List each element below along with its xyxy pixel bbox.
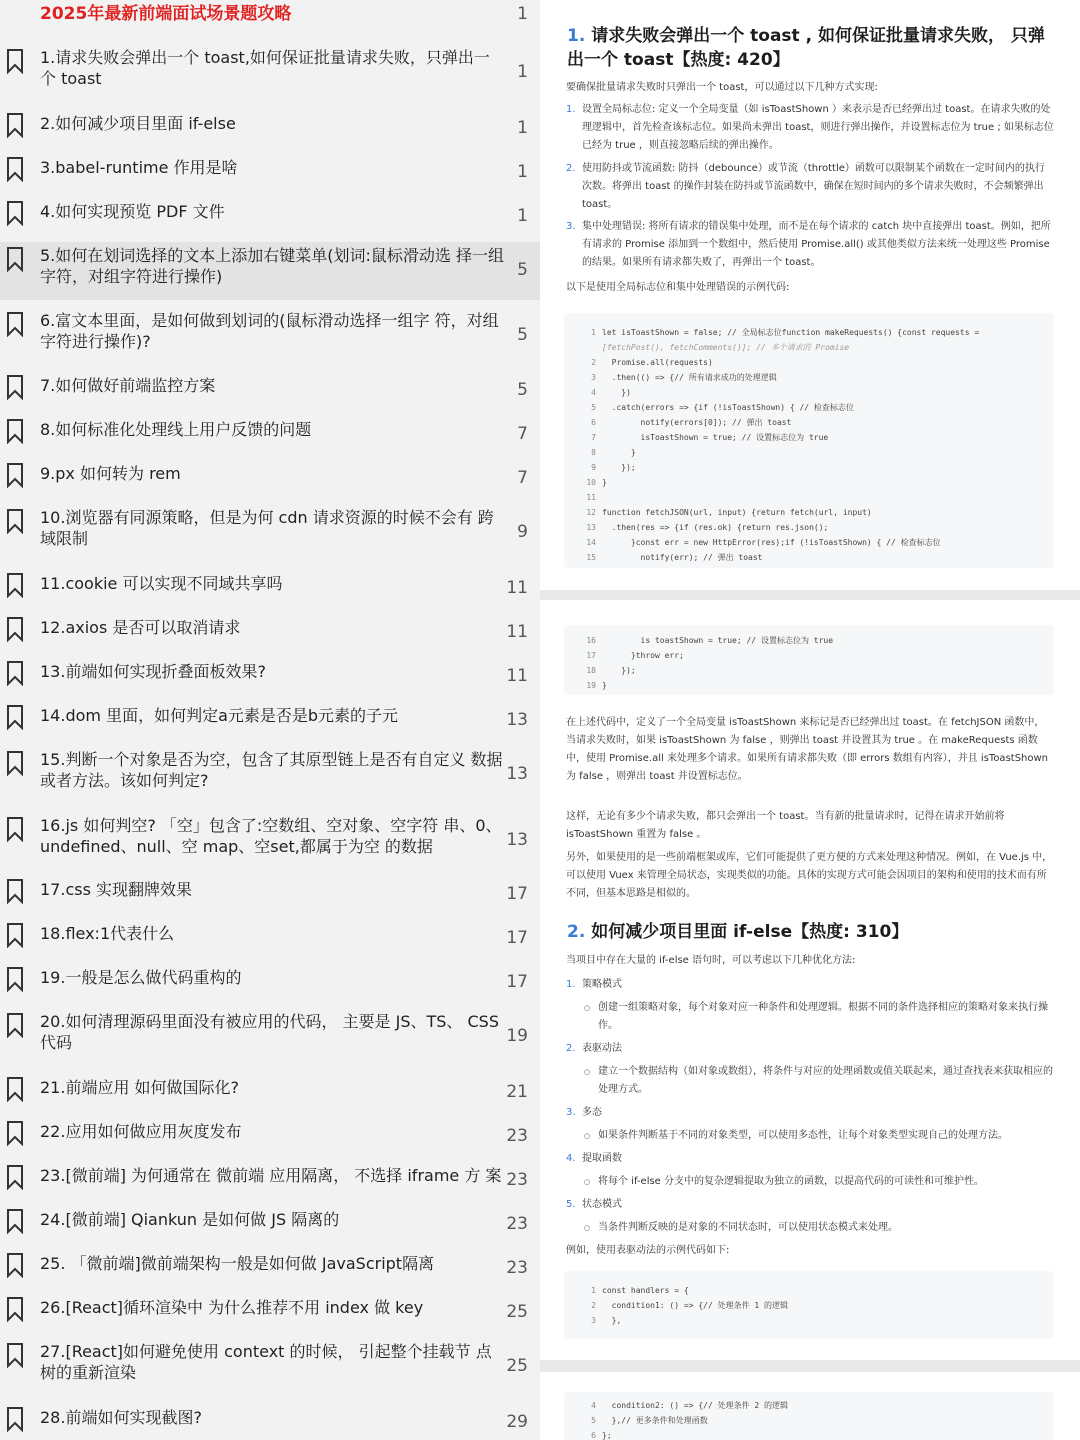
- q1-list-item: [566, 160, 1054, 214]
- code-line: [564, 1298, 1054, 1313]
- line-number: 2: [591, 1301, 596, 1310]
- code-text: }: [602, 478, 607, 487]
- code-line: [564, 1283, 1054, 1298]
- toc-item-page: 17: [506, 884, 528, 904]
- toc-item-label: 15.判断一个对象是否为空，包含了其原型链上是否有自定义 数据或者方法。该如何判定?: [40, 750, 503, 790]
- code-text: let isToastShown = false; // 全局标志位function makeRequests() {const requests =: [602, 328, 980, 337]
- toc-item[interactable]: [0, 1206, 540, 1250]
- toc-item-label: 14.dom 里面，如何判定a元素是否是b元素的子元: [40, 706, 399, 725]
- q2-list-item: [566, 1196, 1054, 1214]
- line-number: 4: [591, 1401, 596, 1410]
- code-line: [564, 1313, 1054, 1328]
- code-line: [564, 475, 1054, 490]
- line-number: 1: [591, 1286, 596, 1295]
- bookmark-icon: [9, 1254, 25, 1274]
- q1-list-item: [566, 101, 1054, 155]
- line-number: 4: [591, 388, 596, 397]
- code-text: is toastShown = true; // 设置标志位为 true: [602, 636, 834, 645]
- list-title: 提取函数: [582, 1153, 622, 1164]
- code-text: condition2: () => {// 处理条件 2 的逻辑: [602, 1401, 789, 1410]
- q2-sub-item: ○ 当条件判断反映的是对象的不同状态时，可以使用状态模式来处理。: [584, 1219, 1054, 1237]
- code-text: const handlers = {: [602, 1286, 689, 1295]
- list-text: 集中处理错误: 将所有请求的错误集中处理，而不是在每个请求的 catch 块中直接弹出 toast。例如，把所有请求的 Promise 添加到一个数组中，然后使用 Promise.all() 或其他类似方法来统一处理这些 Promise 的结果。如果所有请求都失败了，再弹出一个 toast。: [582, 221, 1051, 268]
- toc-item[interactable]: [0, 307, 540, 365]
- line-number: 12: [586, 508, 596, 517]
- code-text: .then(() => {// 所有请求成功的处理逻辑: [602, 373, 777, 382]
- bookmark-icon: [9, 50, 25, 70]
- code-line: [564, 663, 1054, 678]
- toc-item-label: 4.如何实现预览 PDF 文件: [40, 202, 225, 221]
- toc-item[interactable]: [0, 504, 540, 562]
- toc-item-label: 2.如何减少项目里面 if-else: [40, 114, 236, 133]
- code-block-4: [564, 1392, 1054, 1440]
- toc-item-page: 29: [506, 1412, 528, 1432]
- q2-list-item: [566, 1104, 1054, 1122]
- list-title: 表驱动法: [582, 1043, 622, 1054]
- q2-list-item: [566, 976, 1054, 994]
- bookmark-icon: [9, 114, 25, 134]
- bookmark-icon: [9, 1078, 25, 1098]
- toc-item-page: 23: [506, 1126, 528, 1146]
- q1-list-item: [566, 218, 1054, 272]
- bookmark-icon: [9, 706, 25, 726]
- q2-list-item: [566, 1150, 1054, 1168]
- code-text: condition1: () => {// 处理条件 1 的逻辑: [602, 1301, 789, 1310]
- toc-item-label: 22.应用如何做应用灰度发布: [40, 1122, 242, 1141]
- toc-item-label: 20.如何清理源码里面没有被应用的代码， 主要是 JS、TS、 CSS 代码: [40, 1012, 499, 1052]
- toc-item[interactable]: [0, 746, 540, 804]
- explain-paragraph-1: 在上述代码中，定义了一个全局变量 isToastShown 来标记是否已经弹出过 toast。在 fetchJSON 函数中，当请求失败时，如果 isToastShown 为 false ，则弹出 toast 并设置其为 true 。在 makeRequests 函数中，使用 Promise.all 来处理多个请求。如果所有请求都失败（即 errors 数组有内容），并且 isToastShown 为 false ，则弹出 toast 并设置标志位。: [566, 717, 1049, 782]
- explain-paragraph-2: 这样，无论有多少个请求失败，都只会弹出一个 toast。当有新的批量请求时，记得在请求开始前将 isToastShown 重置为 false 。: [566, 811, 1005, 840]
- list-number: 4.: [566, 1153, 576, 1164]
- toc-item-label: 3.babel-runtime 作用是啥: [40, 158, 238, 177]
- list-number: 1.: [566, 979, 576, 990]
- toc-item-page: 23: [506, 1170, 528, 1190]
- bookmark-icon: [9, 1166, 25, 1186]
- toc-item-label: 11.cookie 可以实现不同域共享吗: [40, 574, 283, 593]
- bookmark-icon: [9, 968, 25, 988]
- doc-page-2: [540, 600, 1080, 1360]
- line-number: 18: [586, 666, 596, 675]
- toc-item[interactable]: [0, 44, 540, 100]
- q2-title: 如何减少项目里面 if-else【热度: 310】: [591, 922, 909, 942]
- toc-item-page: 5: [517, 325, 528, 345]
- toc-item-page: 11: [506, 622, 528, 642]
- code-text: Promise.all(requests): [602, 358, 713, 367]
- toc-item[interactable]: [0, 614, 540, 658]
- toc-item-page: 25: [506, 1302, 528, 1322]
- bookmark-icon: [9, 376, 25, 396]
- code-text: },// 更多条件和处理函数: [602, 1416, 708, 1425]
- code-line: [564, 400, 1054, 415]
- toc-item-label: 1.请求失败会弹出一个 toast,如何保证批量请求失败，只弹出一个 toast: [40, 48, 490, 88]
- q1-number: 1.: [567, 26, 586, 46]
- code-text: [fetchPost(), fetchComments()]; // 多个请求的 Promise: [602, 343, 850, 352]
- list-number: 5.: [566, 1199, 576, 1210]
- q2-sub-item: ○ 如果条件判断基于不同的对象类型，可以使用多态性，让每个对象类型实现自己的处理方法。: [584, 1127, 1054, 1145]
- code-text: }: [602, 681, 607, 690]
- toc-item[interactable]: [0, 1118, 540, 1162]
- code-line: [564, 550, 1054, 565]
- toc-item[interactable]: [0, 1162, 540, 1206]
- q1-heading: [567, 24, 1057, 72]
- line-number: 6: [591, 418, 596, 427]
- toc-item-label: 27.[React]如何避免使用 context 的时候， 引起整个挂载节 点树的重新渲染: [40, 1342, 492, 1382]
- toc-item-page: 23: [506, 1258, 528, 1278]
- toc-item-page: 5: [517, 260, 528, 280]
- bookmark-icon: [9, 510, 25, 530]
- code-line: [564, 370, 1054, 385]
- list-number: 2.: [566, 1043, 576, 1054]
- toc-item-page: 11: [506, 666, 528, 686]
- doc-page-1: [540, 0, 1080, 590]
- toc-item-label: 10.浏览器有同源策略，但是为何 cdn 请求资源的时候不会有 跨域限制: [40, 508, 494, 548]
- code-block-3: [564, 1271, 1054, 1339]
- q2-sub-item: ○ 建立一个数据结构（如对象或数组），将条件与对应的处理函数或值关联起来，通过查找表来获取相应的处理方式。: [584, 1063, 1054, 1099]
- code-line: [564, 1428, 1054, 1440]
- code-line: [564, 678, 1054, 693]
- document-panel: [540, 0, 1080, 1440]
- doc-page-3: [540, 1372, 1080, 1440]
- toc-item-page: 11: [506, 578, 528, 598]
- line-number: 13: [586, 523, 596, 532]
- line-number: 16: [586, 636, 596, 645]
- toc-title: 2025年最新前端面试场景题攻略: [40, 4, 292, 24]
- toc-item-label: 5.如何在划词选择的文本上添加右键菜单(划词:鼠标滑动选 择一组字符，对组字符进行操作): [40, 246, 504, 286]
- toc-item[interactable]: [0, 964, 540, 1008]
- code-line: [564, 445, 1054, 460]
- code-line: [564, 355, 1054, 370]
- toc-title-page: 1: [517, 4, 528, 24]
- toc-item-page: 5: [517, 380, 528, 400]
- explain-paragraph-3: 另外，如果使用的是一些前端框架或库，它们可能提供了更方便的方式来处理这种情况。例如，在 Vue.js 中，可以使用 Vuex 来管理全局状态，实现类似的功能。具体的实现方式可能会因项目的架构和使用的技术而有所不同，但基本思路是相似的。: [566, 852, 1053, 899]
- code-line: [564, 648, 1054, 663]
- q2-sub-item: ○ 将每个 if-else 分支中的复杂逻辑提取为独立的函数，以提高代码的可读性和可维护性。: [584, 1173, 1054, 1191]
- toc-item-page: 7: [517, 468, 528, 488]
- toc-item-page: 1: [517, 62, 528, 82]
- code-line: [564, 633, 1054, 648]
- toc-item[interactable]: [0, 920, 540, 964]
- code-line: [564, 415, 1054, 430]
- bookmark-icon: [9, 752, 25, 772]
- toc-item[interactable]: [0, 416, 540, 460]
- code-line: [564, 1398, 1054, 1413]
- code-text: notify(err); // 弹出 toast: [602, 553, 763, 562]
- toc-item[interactable]: [0, 372, 540, 416]
- toc-item[interactable]: [0, 1008, 540, 1066]
- toc-item[interactable]: [0, 1338, 540, 1396]
- q2-list-item: [566, 1040, 1054, 1058]
- toc-item-label: 8.如何标准化处理线上用户反馈的问题: [40, 420, 312, 439]
- q1-intro: 要确保批量请求失败时只弹出一个 toast，可以通过以下几种方式实现:: [566, 82, 878, 93]
- toc-item[interactable]: [0, 658, 540, 702]
- code-text: };: [602, 1431, 612, 1440]
- line-number: 9: [591, 463, 596, 472]
- toc-item-page: 23: [506, 1214, 528, 1234]
- line-number: 5: [591, 1416, 596, 1425]
- toc-item[interactable]: [0, 1250, 540, 1294]
- toc-item[interactable]: [0, 1294, 540, 1338]
- line-number: 1: [591, 328, 596, 337]
- toc-item-label: 23.[微前端] 为何通常在 微前端 应用隔离， 不选择 iframe 方 案: [40, 1166, 502, 1185]
- list-title: 状态模式: [582, 1199, 622, 1210]
- q2-heading: [567, 920, 1057, 944]
- toc-item-page: 17: [506, 928, 528, 948]
- bookmark-icon: [9, 880, 25, 900]
- bookmark-icon: [9, 1344, 25, 1364]
- bookmark-icon: [9, 1122, 25, 1142]
- code-text: .then(res => {if (res.ok) {return res.json();: [602, 523, 829, 532]
- code-text: }): [602, 388, 631, 397]
- code-line: [564, 460, 1054, 475]
- line-number: 19: [586, 681, 596, 690]
- line-number: 2: [591, 358, 596, 367]
- toc-item-label: 24.[微前端] Qiankun 是如何做 JS 隔离的: [40, 1210, 340, 1229]
- toc-item[interactable]: [0, 110, 540, 154]
- toc-item[interactable]: [0, 812, 540, 870]
- line-number: 11: [586, 493, 596, 502]
- code-block-1: [564, 313, 1054, 568]
- toc-item[interactable]: [0, 876, 540, 920]
- code-text: .catch(errors => {if (!isToastShown) { // 检查标志位: [602, 403, 854, 412]
- code-text: }: [602, 448, 636, 457]
- toc-item[interactable]: [0, 1404, 540, 1440]
- line-number: 10: [586, 478, 596, 487]
- toc-item-page: 21: [506, 1082, 528, 1102]
- q2-intro: 当项目中存在大量的 if-else 语句时，可以考虑以下几种优化方法:: [566, 955, 856, 966]
- toc-item-page: 1: [517, 206, 528, 226]
- code-text: });: [602, 666, 636, 675]
- toc-item-label: 18.flex:1代表什么: [40, 924, 175, 943]
- code-line: [564, 325, 1054, 340]
- code-text: isToastShown = true; // 设置标志位为 true: [602, 433, 829, 442]
- bookmark-icon: [9, 618, 25, 638]
- toc-item-label: 6.富文本里面，是如何做到划词的(鼠标滑动选择一组字 符，对组字符进行操作)?: [40, 311, 499, 351]
- code-line: [564, 385, 1054, 400]
- toc-item[interactable]: [0, 702, 540, 746]
- list-number: 1.: [566, 104, 576, 115]
- code-text: notify(errors[0]); // 弹出 toast: [602, 418, 792, 427]
- line-number: 5: [591, 403, 596, 412]
- list-text: 设置全局标志位: 定义一个全局变量（如 isToastShown ）来表示是否已经弹出过 toast。在请求失败的处理逻辑中，首先检查该标志位。如果尚未弹出 toast，则进行弹出操作，并设置标志位为 true ; 如果标志位已经为 true ，则直接忽略后续的弹出操作。: [582, 104, 1054, 151]
- bookmark-icon: [9, 662, 25, 682]
- code-text: function fetchJSON(url, input) {return fetch(url, input): [602, 508, 872, 517]
- q2-sub-item: ○ 创建一组策略对象，每个对象对应一种条件和处理逻辑。根据不同的条件选择相应的策略对象来执行操作。: [584, 999, 1054, 1035]
- list-title: 多态: [582, 1107, 602, 1118]
- bookmark-icon: [9, 1014, 25, 1034]
- code-text: }throw err;: [602, 651, 684, 660]
- toc-item[interactable]: [0, 460, 540, 504]
- toc-item[interactable]: [0, 198, 540, 242]
- q2-code-intro: 例如，使用表驱动法的示例代码如下:: [566, 1245, 730, 1256]
- bookmark-icon: [9, 248, 25, 268]
- bookmark-icon: [9, 313, 25, 333]
- bookmark-icon: [9, 1298, 25, 1318]
- toc-item-page: 1: [517, 118, 528, 138]
- list-number: 3.: [566, 221, 576, 232]
- toc-item-label: 28.前端如何实现截图?: [40, 1408, 202, 1427]
- list-text: 使用防抖或节流函数: 防抖（debounce）或节流（throttle）函数可以限制某个函数在一定时间内的执行次数。将弹出 toast 的操作封装在防抖或节流函数中，确保在短时间内的多个请求失败时，不会频繁弹出 toast。: [582, 163, 1045, 210]
- line-number: 8: [591, 448, 596, 457]
- toc-item-page: 13: [506, 764, 528, 784]
- code-line: [564, 430, 1054, 445]
- toc-item[interactable]: [0, 1074, 540, 1118]
- toc-item[interactable]: [0, 570, 540, 614]
- q2-number: 2.: [567, 922, 586, 942]
- code-block-2: [564, 625, 1054, 695]
- toc-item-label: 25. 「微前端]微前端架构一般是如何做 JavaScript隔离: [40, 1254, 435, 1273]
- line-number: 17: [586, 651, 596, 660]
- toc-item-label: 13.前端如何实现折叠面板效果?: [40, 662, 266, 681]
- toc-item-page: 1: [517, 162, 528, 182]
- bookmark-icon: [9, 924, 25, 944]
- toc-item-page: 17: [506, 972, 528, 992]
- toc-item[interactable]: [0, 154, 540, 198]
- toc-item[interactable]: [0, 242, 540, 300]
- toc-item-page: 7: [517, 424, 528, 444]
- toc-header: [0, 4, 540, 26]
- toc-item-label: 16.js 如何判空? 「空」包含了:空数组、空对象、空字符 串、0、undefined、null、空 map、空set,都属于为空 的数据: [40, 816, 502, 856]
- line-number: 14: [586, 538, 596, 547]
- code-text: }const err = new HttpError(res);if (!isToastShown) { // 检查标志位: [602, 538, 941, 547]
- toc-item-label: 26.[React]循环渲染中 为什么推荐不用 index 做 key: [40, 1298, 424, 1317]
- line-number: 15: [586, 553, 596, 562]
- bookmark-icon: [9, 464, 25, 484]
- bookmark-icon: [9, 574, 25, 594]
- bookmark-icon: [9, 1210, 25, 1230]
- toc-item-label: 12.axios 是否可以取消请求: [40, 618, 241, 637]
- toc-item-label: 21.前端应用 如何做国际化?: [40, 1078, 240, 1097]
- bookmark-icon: [9, 420, 25, 440]
- line-number: 6: [591, 1431, 596, 1440]
- code-line: [564, 340, 1054, 355]
- bookmark-icon: [9, 158, 25, 178]
- bookmark-icon: [9, 202, 25, 222]
- line-number: 3: [591, 1316, 596, 1325]
- code-line: [564, 1413, 1054, 1428]
- toc-item-page: 13: [506, 710, 528, 730]
- q1-code-intro: 以下是使用全局标志位和集中处理错误的示例代码:: [566, 282, 790, 293]
- toc-item-page: 13: [506, 830, 528, 850]
- bookmark-icon: [9, 818, 25, 838]
- list-number: 2.: [566, 163, 576, 174]
- toc-item-label: 19.一般是怎么做代码重构的: [40, 968, 242, 987]
- toc-item-page: 19: [506, 1026, 528, 1046]
- code-line: [564, 505, 1054, 520]
- toc-item-label: 17.css 实现翻牌效果: [40, 880, 193, 899]
- bookmark-icon: [9, 1408, 25, 1428]
- q1-title: 请求失败会弹出一个 toast , 如何保证批量请求失败， 只弹出一个 toast【热度: 420】: [567, 26, 1045, 70]
- code-line: [564, 490, 1054, 505]
- toc-item-page: 25: [506, 1356, 528, 1376]
- line-number: 3: [591, 373, 596, 382]
- toc-item-label: 7.如何做好前端监控方案: [40, 376, 216, 395]
- toc-item-label: 9.px 如何转为 rem: [40, 464, 181, 483]
- toc-item-page: 9: [517, 522, 528, 542]
- code-text: },: [602, 1316, 622, 1325]
- code-text: });: [602, 463, 636, 472]
- list-number: 3.: [566, 1107, 576, 1118]
- code-line: [564, 535, 1054, 550]
- code-line: [564, 520, 1054, 535]
- line-number: 7: [591, 433, 596, 442]
- list-title: 策略模式: [582, 979, 622, 990]
